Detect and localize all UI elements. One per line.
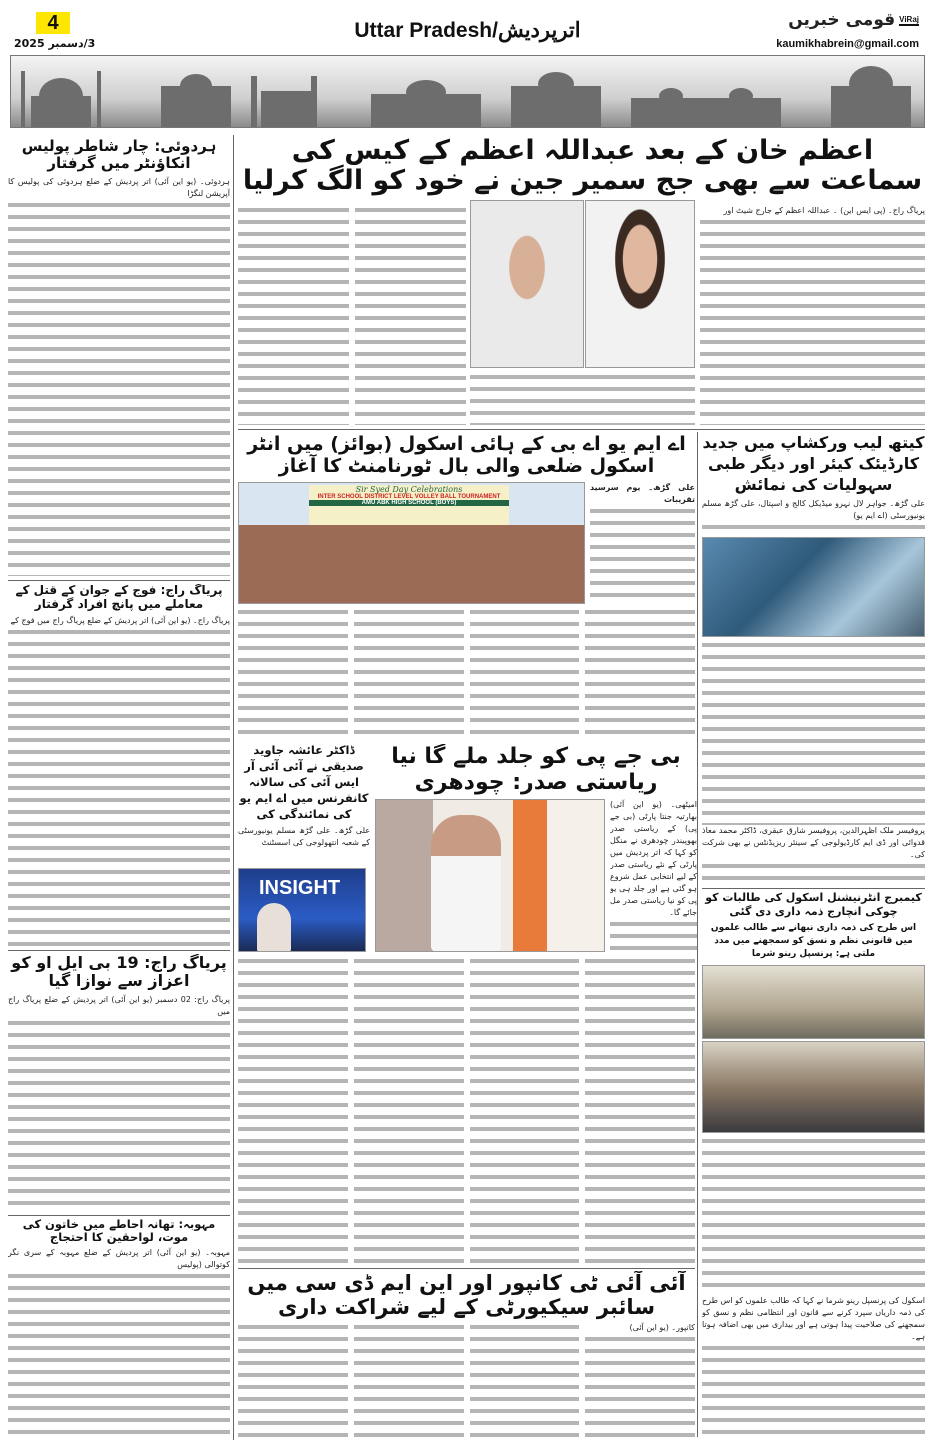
bjp-headline: بی جے پی کو جلد ملے گا نیا ریاستی صدر: چودھری (391, 744, 681, 795)
cambridge-photo-2 (702, 1041, 925, 1133)
lead-story-body-right: پریاگ راج۔ (پی ایس این) ۔ عبداللہ اعظم کے جارج شیٹ اور (700, 205, 925, 425)
ayesha-story (238, 742, 370, 866)
divider (702, 888, 925, 889)
left-story-4-headline: مہوبہ: تھانہ احاطے میں خاتون کی موت، لواحقین کا احتجاج (22, 1218, 216, 1245)
logo-title: قومی خبریں (788, 10, 896, 30)
cath-lab-body-top: علی گڑھ۔ جواہر لال نہرو میڈیکل کالج و اسپتال، علی گڑھ مسلم یونیورسٹی (اے ایم یو) (702, 498, 925, 534)
iit-headline: آئی آئی ٹی کانپور اور این ایم ڈی سی میں سائبر سیکیورٹی کے لیے شراکت داری (247, 1271, 686, 1319)
monuments-banner (10, 55, 925, 128)
issue-date: 3/دسمبر 2025 (14, 37, 96, 50)
text-column (470, 607, 580, 738)
left-story-1-body: ہردوئی۔ (یو این آئی) اتر پردیش کے ضلع ہردوئی کی پولیس کا آپریشن لنگڑا (8, 176, 230, 577)
lead-story-headline: اعظم خان کے بعد عبداللہ اعظم کے کیس کی سماعت سے بھی جج سمیر جین نے خود کو الگ کرلیا (242, 135, 923, 196)
banner-text: Sir Syed Day Celebrations (355, 484, 463, 494)
cath-lab-headline: کیتھ لیب ورکشاپ میں جدید کارڈیئک کیئر اور دیگر طبی سہولیات کی نمائش (702, 433, 925, 494)
masthead-logo (788, 10, 919, 30)
abdullah-azam-photo (585, 200, 695, 368)
cath-lab-story (702, 432, 925, 885)
iit-body (238, 1322, 695, 1439)
ayesha-photo (238, 868, 366, 952)
text-column (238, 956, 348, 1264)
text-column (354, 956, 464, 1264)
amu-school-body-top: علی گڑھ۔ یوم سرسید تقریبات (590, 482, 695, 604)
banner-sub: INTER SCHOOL DISTRICT LEVEL VOLLEY BALL TOURNAMENT (317, 493, 501, 500)
bjp-leader-photo (375, 799, 605, 952)
cath-lab-photo (702, 537, 925, 637)
ayesha-headline: ڈاکٹر عائشہ جاوید صدیقی نے آئی آئی آر ایس آئی کی سالانہ کانفرنس میں اے ایم یو کی نمائندگی کی (239, 743, 369, 821)
left-story-1-headline: ہردوئی: چار شاطر پولیس انکاؤنٹر میں گرفتار (21, 138, 217, 173)
divider (8, 950, 230, 951)
left-story-2-body: پریاگ راج۔ (یو این آئی) اتر پردیش کے ضلع پریاگ راج میں فوج کے (8, 615, 230, 946)
cath-lab-photo-wrap (702, 537, 925, 637)
amu-school-photo-row (238, 482, 695, 604)
text-column (238, 607, 348, 738)
iit-story (238, 1271, 695, 1439)
cambridge-subhead: اس طرح کی ذمہ داری نبھانے سے طالب علموں میں قانونی نظم و نسق کو سمجھنے میں مدد ملتی ہے: پرنسپل رینو شرما (710, 923, 917, 959)
banner-school: AMU ABK HIGH SCHOOL (BOYS) (309, 500, 509, 506)
bjp-story (375, 744, 697, 952)
text-column (238, 1322, 348, 1439)
text-column (470, 956, 580, 1264)
page-number-badge: 4 (36, 12, 70, 34)
cath-lab-body: پروفیسر ملک اظہرالدین، پروفیسر شارق عبقری، ڈاکٹر محمد معاذ قدوائی اور ڈی ایم کارڈیولوجی کے سینئر ریزیڈنٹس نے بھی شرکت کی۔ (702, 640, 925, 885)
monuments-illustration (11, 56, 925, 128)
text-column (354, 1322, 464, 1439)
divider (8, 580, 230, 581)
bjp-body-top: امیٹھی۔ (یو این آئی) بھارتیہ جنتا پارٹی (بی جے پی) کے ریاستی صدر بھوپیندر چودھری نے منگل کو کہا کہ اتر پردیش میں پارٹی کے نئے ریاستی صدر کے لیے انتخابی عمل شروع ہو گئی ہے اور جلد ہی یو پی کو نیا ریاستی صدر مل جائے گا۔ (610, 799, 697, 952)
divider (238, 1268, 695, 1269)
speaker-figure (431, 815, 501, 951)
text-column (238, 205, 349, 425)
divider (238, 429, 925, 430)
cambridge-photos (702, 965, 925, 1133)
divider (8, 1215, 230, 1216)
event-banner (309, 485, 509, 525)
text-column (355, 205, 466, 425)
cambridge-story (702, 891, 925, 1439)
bjp-body (238, 956, 695, 1264)
lead-story-body-left (238, 205, 466, 425)
text-column (585, 607, 695, 738)
left-story-3 (8, 954, 230, 1212)
ayesha-body-top: علی گڑھ۔ علی گڑھ مسلم یونیورسٹی کے شعبہ انتھولوجی کی اسسٹنٹ (238, 826, 370, 847)
section-title: Uttar Pradesh/اترپردیش (354, 19, 581, 42)
text-column (585, 956, 695, 1264)
left-story-4-body: مہوبہ۔ (یو این آئی) اتر پردیش کے ضلع مہوبہ کے سری نگر کوتوالی (پولیس (8, 1247, 230, 1439)
cambridge-headline: کیمبرج انٹرنیشنل اسکول کی طالبات کو چوکی انچارج ذمہ داری دی گئی (705, 891, 922, 918)
left-story-4 (8, 1218, 230, 1439)
text-column: کانپور۔ (یو این آئی) (585, 1322, 695, 1439)
column-divider (233, 135, 234, 1440)
column-divider (697, 432, 698, 1437)
left-story-2-headline: پریاگ راج: فوج کے جوان کے قتل کے معاملے میں پانچ افراد گرفتار (15, 584, 223, 611)
left-story-2 (8, 584, 230, 946)
amu-school-body (238, 607, 695, 738)
bjp-photo-row (375, 799, 697, 952)
left-story-3-headline: پریاگ راج: 19 بی ایل او کو اعزاز سے نوازا گیا (11, 954, 227, 991)
cambridge-photo-1 (702, 965, 925, 1039)
logo-mark-icon: ViRaj (899, 14, 919, 24)
amu-school-story (238, 434, 695, 738)
contact-email: kaumikhabrein@gmail.com (776, 38, 919, 50)
left-story-1 (8, 138, 230, 576)
text-column (470, 1322, 580, 1439)
lead-story-caption-text (470, 372, 695, 425)
text-column (354, 607, 464, 738)
screen-text: INSIGHT (259, 877, 341, 899)
amu-school-headline: اے ایم یو اے بی کے ہائی اسکول (بوائز) میں انٹر اسکول ضلعی والی بال ٹورنامنٹ کا آغاز (247, 434, 686, 477)
cambridge-body: اسکول کی پرنسپل رینو شرما نے کہا کہ طالب علموں کو اس طرح کی ذمہ داریاں سپرد کرنے سے قانون اور انتظامی نظم و نسق کو سمجھنے کی صلاحیت پیدا ہوتی ہے اور بیداری میں بھی اضافہ ہوتا ہے۔ (702, 1136, 925, 1439)
azam-khan-photo (470, 200, 584, 368)
volleyball-event-photo (238, 482, 585, 604)
speaker-figure (257, 903, 291, 952)
left-story-3-body: پریاگ راج: 02 دسمبر (یو این آئی) اتر پردیش کے ضلع پریاگ راج میں (8, 994, 230, 1212)
